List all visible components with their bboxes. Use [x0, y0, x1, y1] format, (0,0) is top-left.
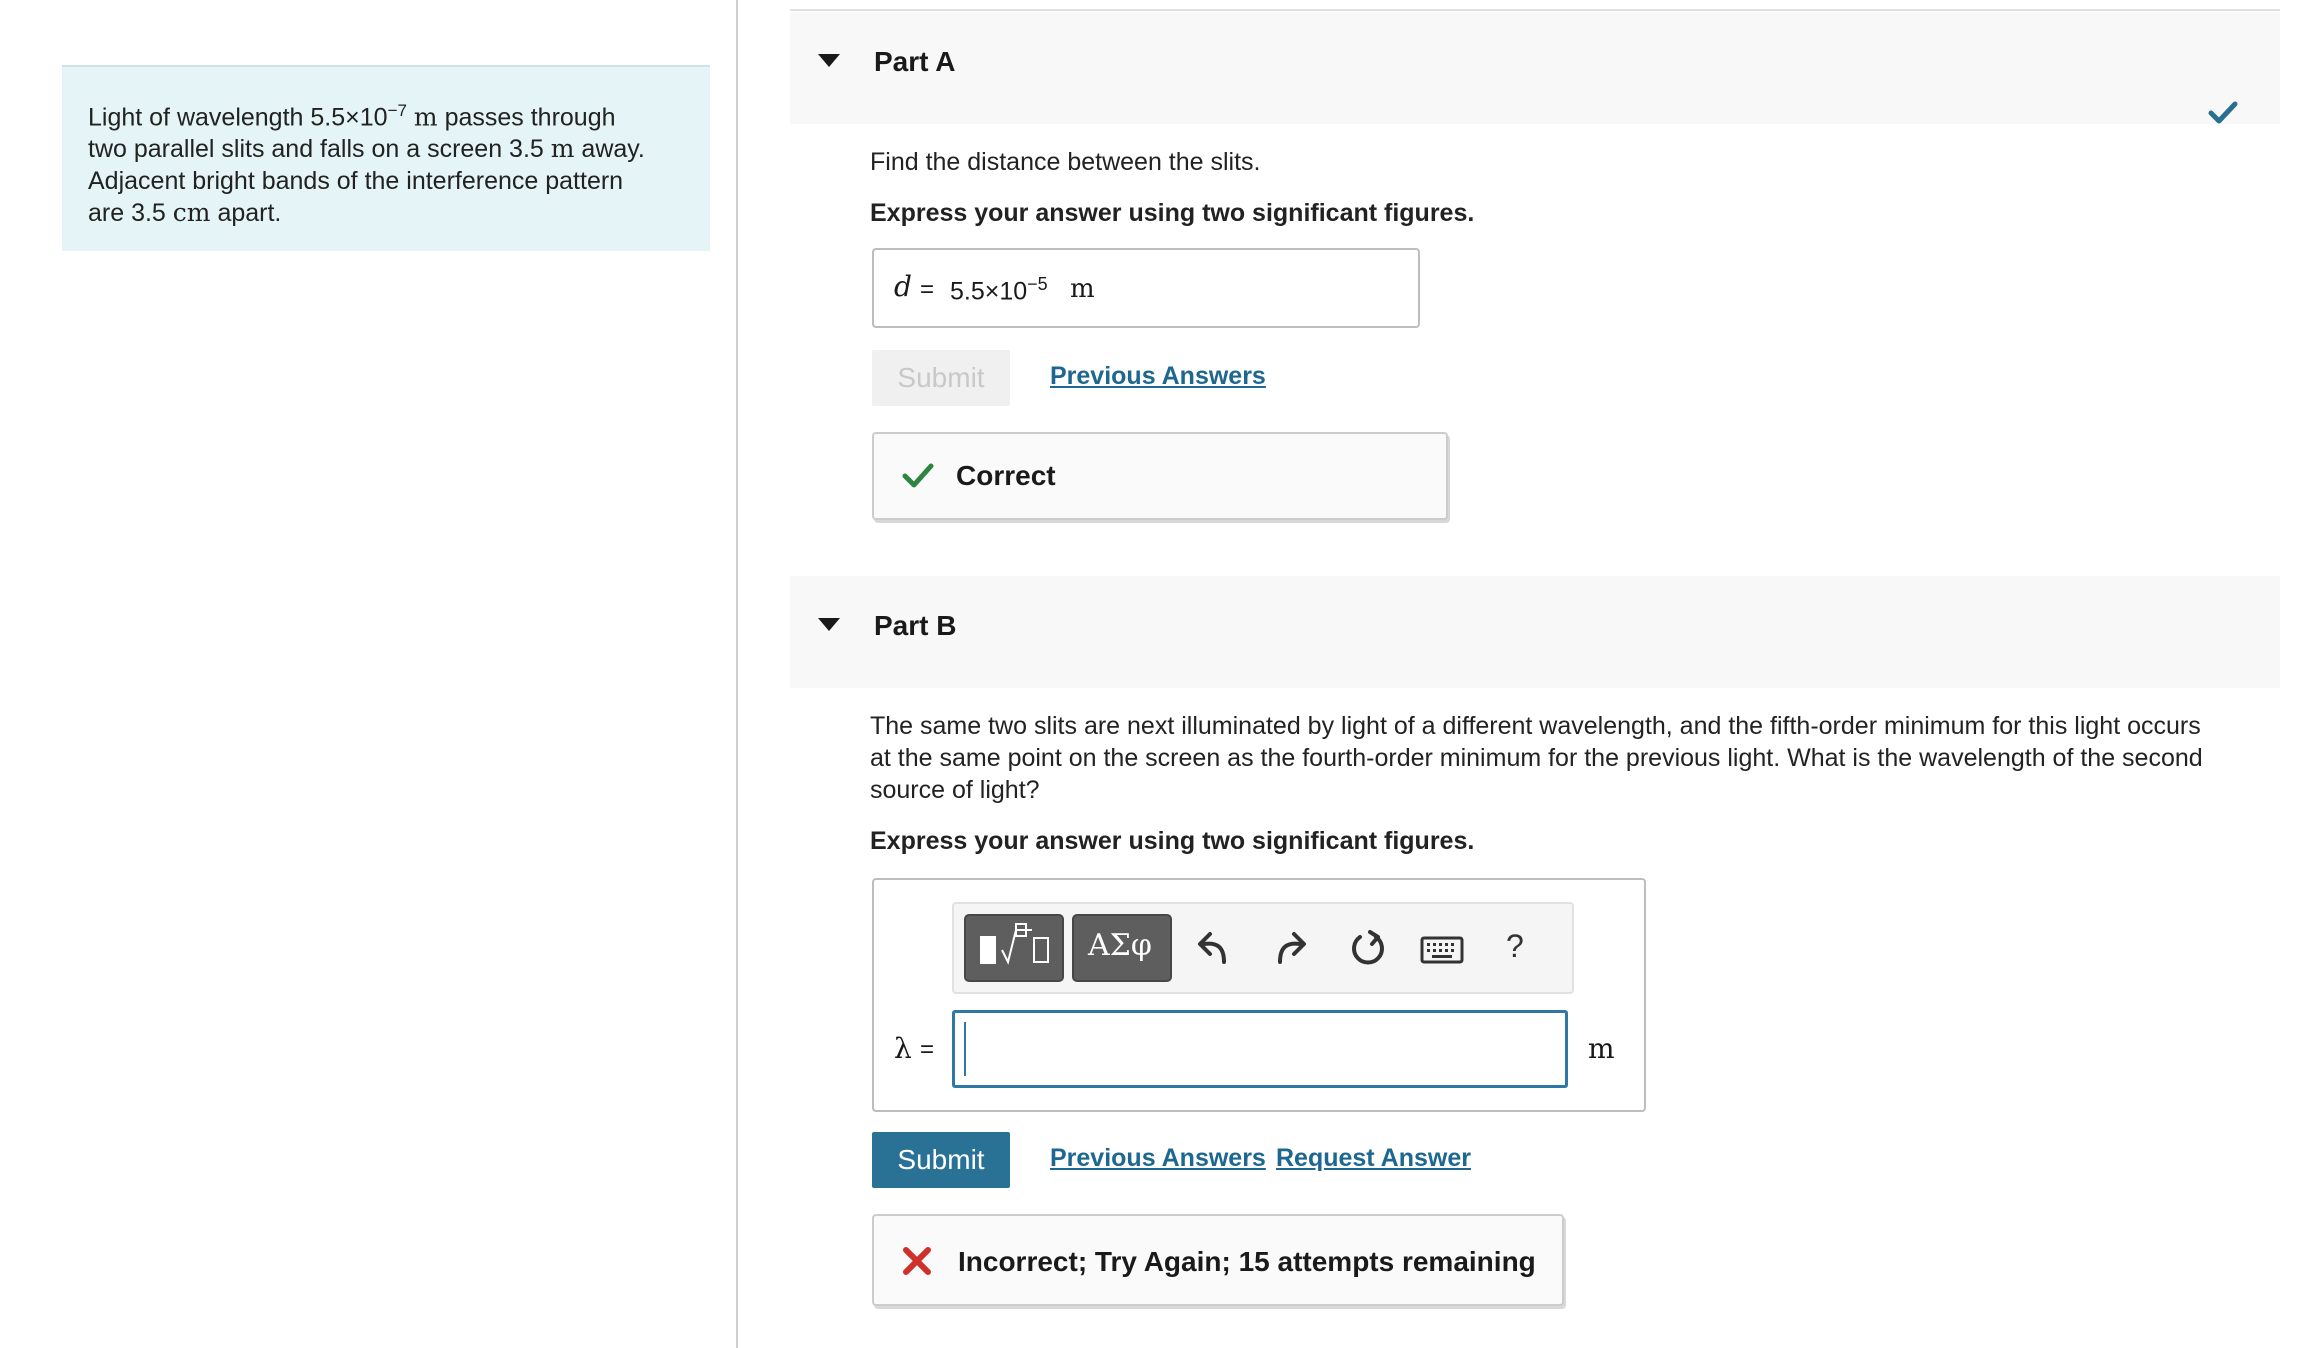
problem-line-2: two parallel slits and falls on a screen 3.5 m away.	[88, 134, 645, 164]
request-answer-link[interactable]: Request Answer	[1276, 1144, 1471, 1172]
greek-symbols-label: ΑΣφ	[1088, 928, 1152, 963]
part-b-answer-area	[872, 878, 1646, 1112]
part-a-previous-answers-link[interactable]: Previous Answers	[1050, 362, 1266, 390]
equals-sign: =	[920, 1036, 935, 1063]
part-b-submit-button[interactable]: Submit	[872, 1132, 1010, 1188]
reset-icon[interactable]	[1348, 928, 1388, 968]
text-caret	[964, 1022, 966, 1076]
column-divider	[736, 0, 738, 1348]
greek-symbols-button[interactable]	[1072, 914, 1172, 982]
answer-variable-lambda: λ	[894, 1032, 912, 1065]
problem-line-3: Adjacent bright bands of the interference pattern	[88, 167, 624, 196]
lambda-answer-input[interactable]	[952, 1010, 1568, 1088]
part-b-header[interactable]	[790, 576, 2280, 688]
problem-line-1: Light of wavelength $5.5\times 10^{-7}$ m passes through	[88, 101, 616, 132]
top-separator	[790, 9, 2280, 11]
undo-icon[interactable]	[1196, 928, 1232, 968]
part-b-feedback-text: Incorrect; Try Again; 15 attempts remaining	[958, 1246, 1536, 1277]
equals-sign: =	[920, 276, 935, 303]
collapse-triangle-icon[interactable]	[818, 54, 840, 67]
part-b-question: The same two slits are next illuminated by light of a different wavelength, and the fifth-order minimum for this light occurs at the same point on the screen as the fourth-order minimum for the previous light. What is the wavelength of the second source of light?	[870, 712, 2203, 804]
part-a-instruction: Express your answer using two significant figures.	[870, 199, 1475, 227]
templates-button[interactable]	[964, 914, 1064, 982]
part-a-feedback-text: Correct	[956, 460, 1056, 491]
part-a-feedback	[872, 432, 1448, 520]
incorrect-cross-icon	[902, 1246, 932, 1276]
help-button[interactable]: ?	[1506, 928, 1524, 964]
part-b-instruction: Express your answer using two significant figures.	[870, 827, 1475, 855]
part-a-complete-check-icon	[2208, 98, 2238, 128]
keyboard-icon[interactable]	[1420, 936, 1464, 964]
part-a-question: Find the distance between the slits.	[870, 148, 1261, 176]
part-b-title: Part B	[874, 610, 957, 641]
part-a-answer-value: $5.5\times 10^{-5}$	[950, 274, 1048, 306]
problem-line-4: are 3.5 cm apart.	[88, 198, 282, 228]
math-toolbar	[952, 902, 1574, 994]
correct-check-icon	[902, 462, 934, 490]
collapse-triangle-icon[interactable]	[818, 618, 840, 631]
problem-statement	[62, 65, 710, 251]
templates-icon	[966, 916, 1062, 980]
part-b-previous-answers-link[interactable]: Previous Answers	[1050, 1144, 1266, 1172]
part-a-submit-button[interactable]: Submit	[872, 350, 1010, 406]
part-a-answer-box	[872, 248, 1420, 328]
part-a-title: Part A	[874, 46, 956, 77]
part-a-header[interactable]	[790, 12, 2280, 124]
part-b-feedback	[872, 1214, 1564, 1306]
answer-unit: m	[1070, 274, 1095, 304]
redo-icon[interactable]	[1272, 928, 1308, 968]
answer-unit: m	[1588, 1032, 1615, 1065]
answer-variable-d: d	[894, 270, 912, 303]
